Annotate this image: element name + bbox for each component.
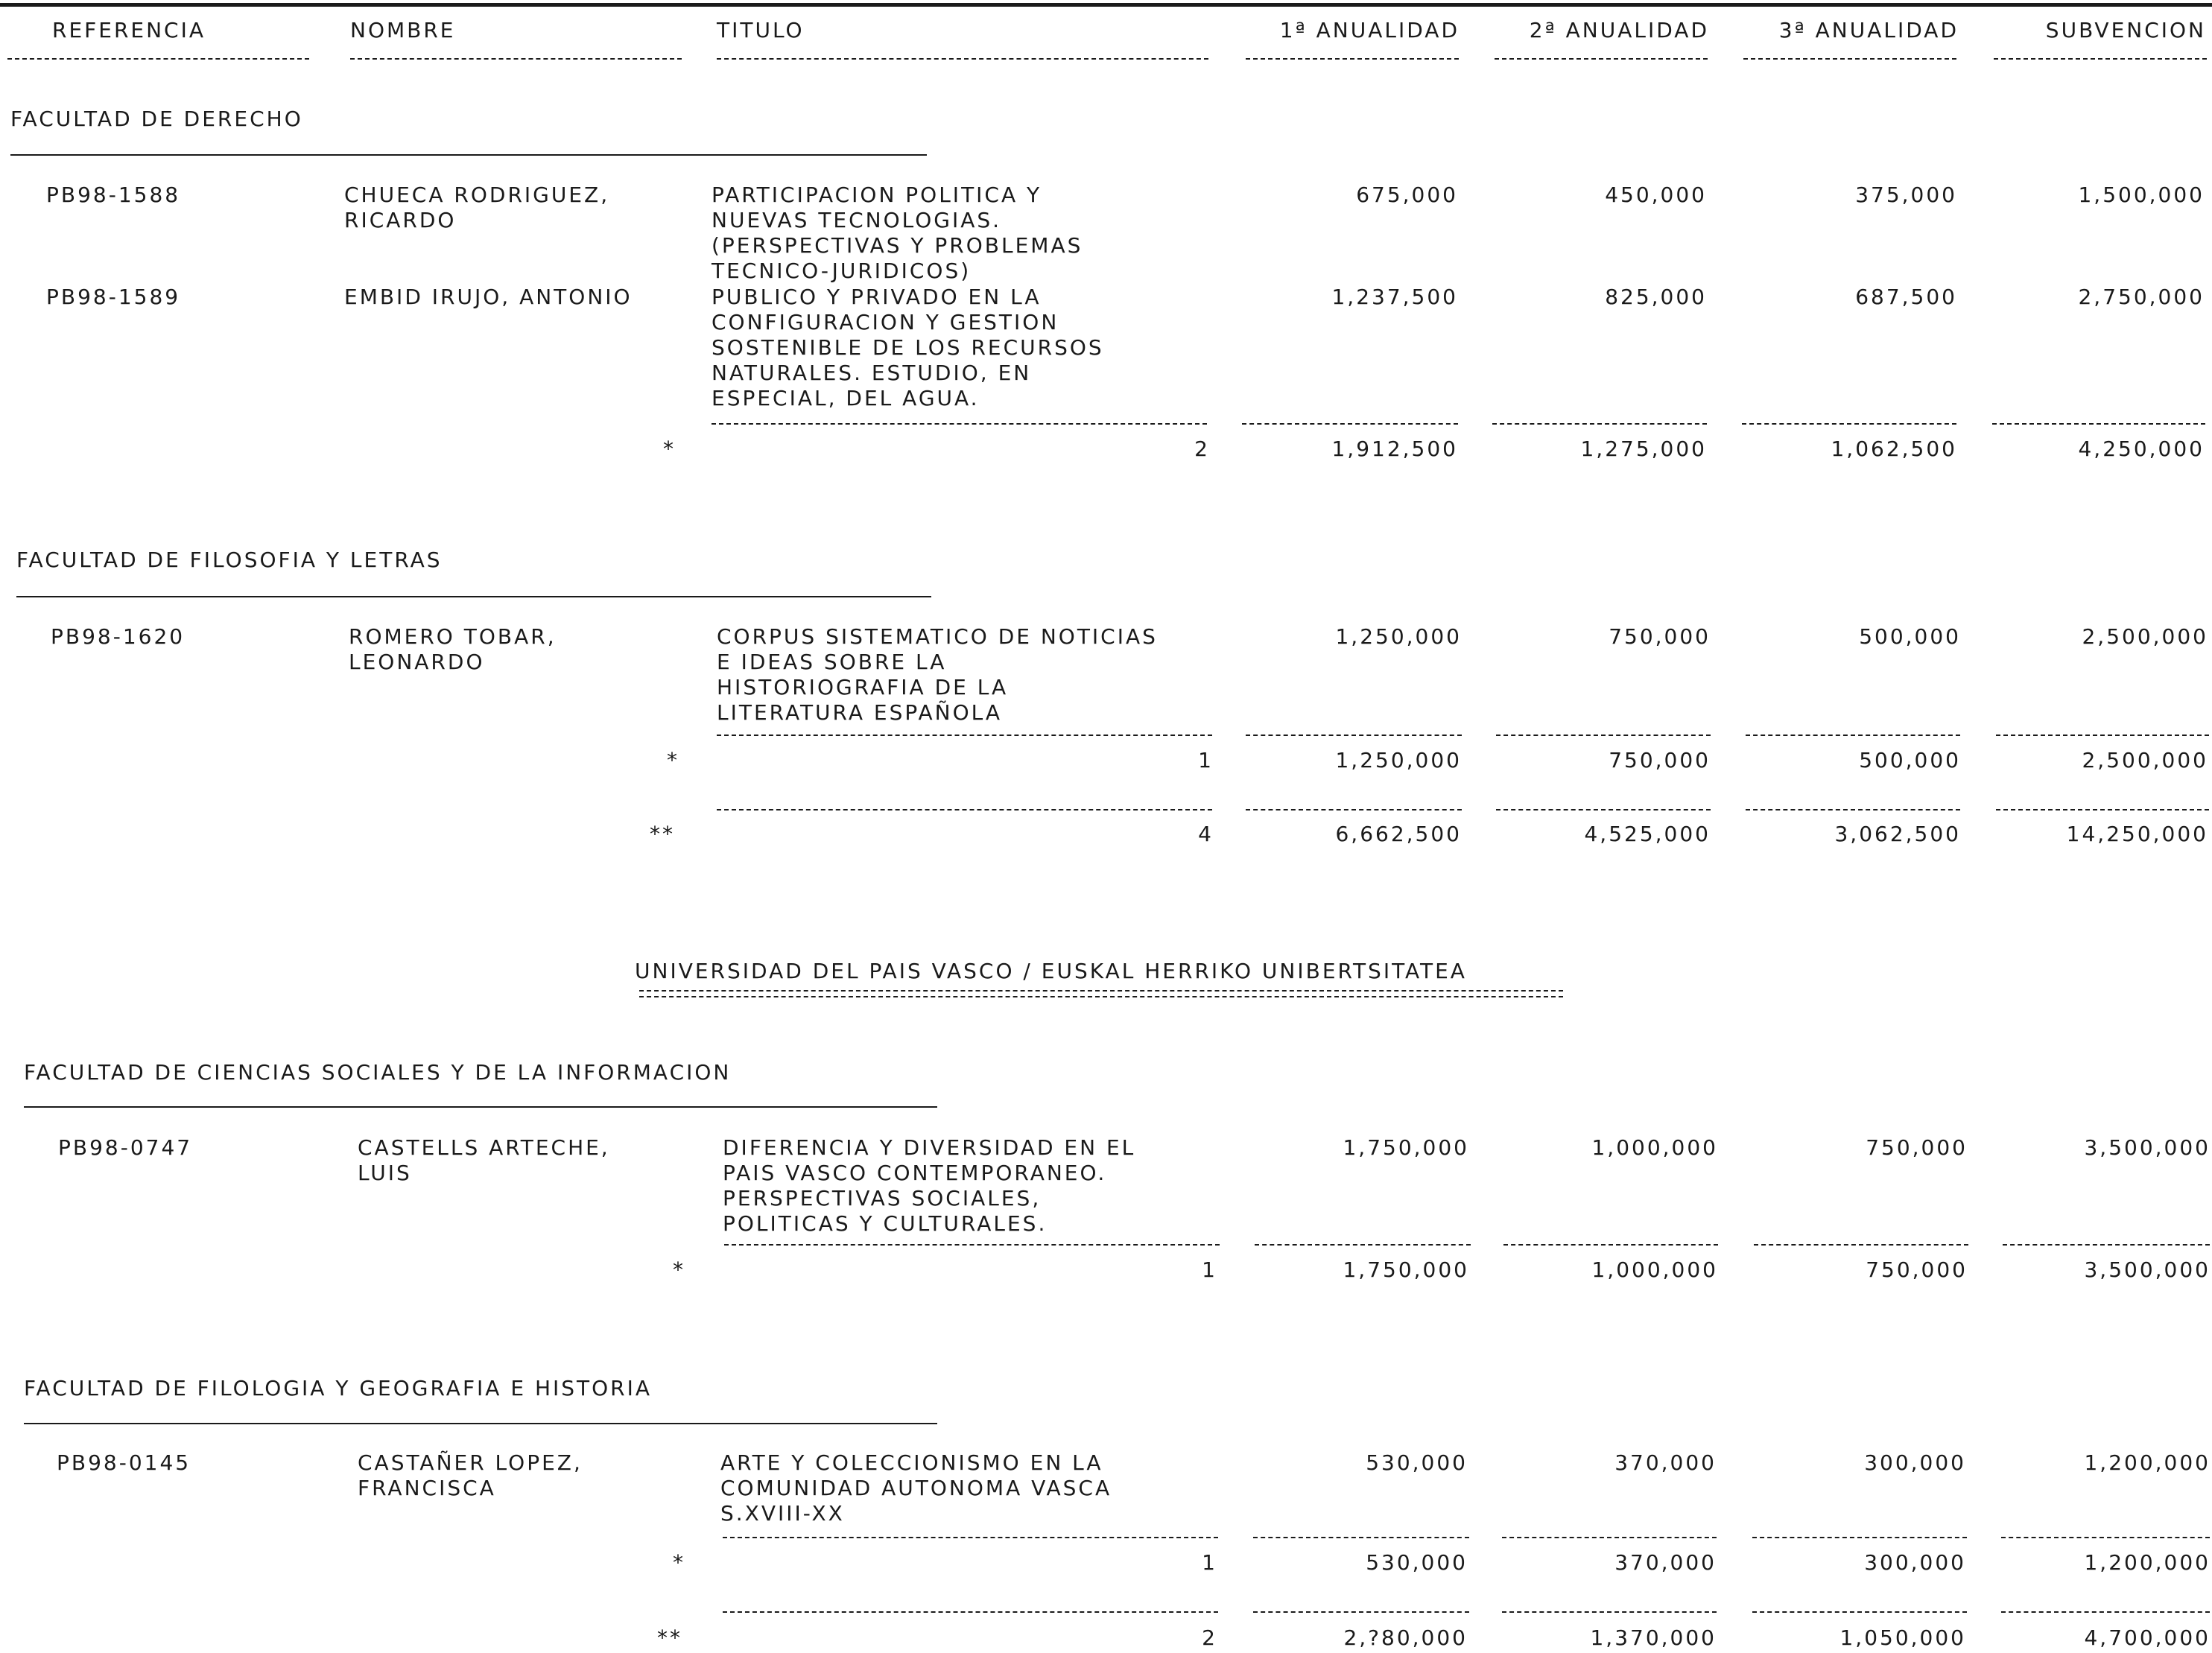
subtotal-subvencion: 2,500,000: [2082, 748, 2208, 772]
total-subvencion: 14,250,000: [2066, 822, 2208, 846]
subtotal-rule: [1746, 735, 1960, 736]
subtotal-rule: [723, 1537, 1218, 1538]
amount-anualidad2: 370,000: [1614, 1450, 1717, 1475]
subtotal-subvencion: 4,250,000: [2078, 437, 2205, 461]
amount-subvencion: 1,500,000: [2078, 183, 2205, 207]
subtotal-rule: [2003, 1244, 2210, 1246]
total-marker: **: [657, 1625, 682, 1650]
col-header-subvencion: SUBVENCION: [2045, 18, 2206, 42]
subtotal-rule: [712, 423, 1207, 425]
subtotal-rule: [1742, 423, 1956, 425]
amount-anualidad1: 1,750,000: [1343, 1135, 1469, 1160]
subtotal-rule: [1492, 423, 1707, 425]
total-anualidad1: 2,?80,000: [1343, 1625, 1468, 1650]
total-anualidad3: 1,050,000: [1839, 1625, 1966, 1650]
total-count: 2: [1202, 1625, 1217, 1650]
subtotal-anualidad3: 1,062,500: [1831, 437, 1957, 461]
project-title: CORPUS SISTEMATICO DE NOTICIAS E IDEAS SOBRE LA HISTORIOGRAFIA DE LA LITERATURA ESPAÑOLA: [717, 624, 1158, 725]
subtotal-subvencion: 3,500,000: [2084, 1257, 2211, 1282]
subtotal-anualidad3: 300,000: [1864, 1550, 1966, 1575]
project-title: ARTE Y COLECCIONISMO EN LA COMUNIDAD AUTONOMA VASCA S.XVIII-XX: [720, 1450, 1112, 1526]
subtotal-anualidad2: 750,000: [1609, 748, 1711, 772]
subtotal-rule: [1503, 1244, 1718, 1246]
faculty-heading: FACULTAD DE FILOSOFIA Y LETRAS: [16, 548, 443, 572]
subtotal-marker: *: [673, 1550, 685, 1575]
header-underline: [717, 58, 1208, 60]
subtotal-rule: [1496, 735, 1711, 736]
total-rule: [1746, 809, 1960, 810]
project-title: DIFERENCIA Y DIVERSIDAD EN EL PAIS VASCO CONTEMPORANEO. PERSPECTIVAS SOCIALES, POLITICAS Y CULTURALES.: [723, 1135, 1136, 1236]
subtotal-count: 1: [1198, 748, 1214, 772]
total-rule: [1752, 1611, 1967, 1613]
amount-anualidad2: 825,000: [1605, 285, 1707, 309]
subtotal-anualidad1: 1,250,000: [1335, 748, 1462, 772]
total-count: 4: [1198, 822, 1214, 846]
project-reference: PB98-1620: [51, 624, 186, 649]
project-investigator: CASTELLS ARTECHE, LUIS: [358, 1135, 610, 1185]
amount-anualidad3: 300,000: [1864, 1450, 1966, 1475]
total-rule: [2001, 1611, 2210, 1613]
subtotal-anualidad2: 1,275,000: [1580, 437, 1707, 461]
total-rule: [1246, 809, 1462, 810]
subtotal-count: 1: [1202, 1257, 1217, 1282]
faculty-heading: FACULTAD DE FILOLOGIA Y GEOGRAFIA E HISTORIA: [24, 1376, 653, 1400]
subtotal-anualidad3: 750,000: [1866, 1257, 1968, 1282]
faculty-rule: [24, 1423, 937, 1424]
project-investigator: EMBID IRUJO, ANTONIO: [344, 285, 633, 309]
subtotal-anualidad2: 1,000,000: [1591, 1257, 1718, 1282]
project-reference: PB98-0747: [58, 1135, 193, 1160]
amount-anualidad2: 1,000,000: [1591, 1135, 1718, 1160]
subtotal-rule: [1754, 1244, 1968, 1246]
subtotal-anualidad1: 530,000: [1366, 1550, 1468, 1575]
header-underline: [1994, 58, 2207, 60]
project-investigator: CHUECA RODRIGUEZ, RICARDO: [344, 183, 610, 232]
project-title: PARTICIPACION POLITICA Y NUEVAS TECNOLOGIAS. (PERSPECTIVAS Y PROBLEMAS TECNICO-JURIDICOS): [712, 183, 1083, 283]
subtotal-rule: [1992, 423, 2205, 425]
top-rule: [0, 3, 2212, 7]
col-header-nombre: NOMBRE: [350, 18, 456, 42]
subtotal-rule: [717, 735, 1212, 736]
project-reference: PB98-1588: [46, 183, 181, 207]
subtotal-marker: *: [673, 1257, 685, 1282]
total-rule: [717, 809, 1212, 810]
subtotal-rule: [1253, 1537, 1469, 1538]
university-heading: UNIVERSIDAD DEL PAIS VASCO / EUSKAL HERRIKO UNIBERTSITATEA: [635, 959, 1467, 983]
amount-subvencion: 2,750,000: [2078, 285, 2205, 309]
total-rule: [1996, 809, 2209, 810]
project-title: PUBLICO Y PRIVADO EN LA CONFIGURACION Y GESTION SOSTENIBLE DE LOS RECURSOS NATURALES. ESTUDIO, EN ESPECIAL, DEL AGUA.: [712, 285, 1104, 410]
project-investigator: ROMERO TOBAR, LEONARDO: [349, 624, 557, 674]
amount-subvencion: 2,500,000: [2082, 624, 2208, 649]
total-anualidad1: 6,662,500: [1335, 822, 1462, 846]
total-rule: [723, 1611, 1218, 1613]
subtotal-count: 2: [1194, 437, 1210, 461]
subtotal-anualidad1: 1,750,000: [1343, 1257, 1469, 1282]
col-header-anualidad3: 3ª ANUALIDAD: [1778, 18, 1959, 42]
header-underline: [7, 58, 309, 60]
col-header-referencia: REFERENCIA: [52, 18, 206, 42]
amount-anualidad3: 687,500: [1855, 285, 1957, 309]
total-rule: [1253, 1611, 1469, 1613]
header-underline: [1495, 58, 1708, 60]
col-header-anualidad2: 2ª ANUALIDAD: [1529, 18, 1709, 42]
faculty-heading: FACULTAD DE CIENCIAS SOCIALES Y DE LA INFORMACION: [24, 1060, 732, 1085]
subtotal-count: 1: [1202, 1550, 1217, 1575]
amount-subvencion: 1,200,000: [2084, 1450, 2211, 1475]
total-anualidad2: 4,525,000: [1584, 822, 1711, 846]
amount-anualidad3: 375,000: [1855, 183, 1957, 207]
amount-anualidad1: 530,000: [1366, 1450, 1468, 1475]
subtotal-anualidad3: 500,000: [1859, 748, 1961, 772]
subtotal-rule: [1752, 1537, 1967, 1538]
amount-anualidad1: 675,000: [1356, 183, 1458, 207]
amount-anualidad2: 450,000: [1605, 183, 1707, 207]
subtotal-subvencion: 1,200,000: [2084, 1550, 2211, 1575]
faculty-rule: [10, 154, 927, 156]
total-rule: [1502, 1611, 1717, 1613]
amount-anualidad2: 750,000: [1609, 624, 1711, 649]
total-marker: **: [650, 822, 675, 846]
subtotal-rule: [1255, 1244, 1471, 1246]
faculty-rule: [24, 1106, 937, 1108]
project-investigator: CASTAÑER LOPEZ, FRANCISCA: [358, 1450, 583, 1500]
university-double-rule: [639, 990, 1563, 997]
col-header-titulo: TITULO: [717, 18, 805, 42]
subtotal-rule: [2001, 1537, 2210, 1538]
total-rule: [1496, 809, 1711, 810]
amount-anualidad1: 1,237,500: [1331, 285, 1458, 309]
amount-anualidad1: 1,250,000: [1335, 624, 1462, 649]
faculty-heading: FACULTAD DE DERECHO: [10, 107, 303, 131]
project-reference: PB98-1589: [46, 285, 181, 309]
amount-anualidad3: 750,000: [1866, 1135, 1968, 1160]
header-underline: [350, 58, 682, 60]
subtotal-anualidad1: 1,912,500: [1331, 437, 1458, 461]
subtotal-rule: [724, 1244, 1220, 1246]
faculty-rule: [16, 596, 931, 597]
subtotal-rule: [1502, 1537, 1717, 1538]
subtotal-rule: [1246, 735, 1462, 736]
subtotal-anualidad2: 370,000: [1614, 1550, 1717, 1575]
project-reference: PB98-0145: [57, 1450, 191, 1475]
subtotal-marker: *: [663, 437, 676, 461]
col-header-anualidad1: 1ª ANUALIDAD: [1279, 18, 1460, 42]
amount-anualidad3: 500,000: [1859, 624, 1961, 649]
total-subvencion: 4,700,000: [2084, 1625, 2211, 1650]
subtotal-rule: [1242, 423, 1458, 425]
total-anualidad2: 1,370,000: [1590, 1625, 1717, 1650]
header-underline: [1743, 58, 1956, 60]
subtotal-marker: *: [667, 748, 679, 772]
subtotal-rule: [1996, 735, 2209, 736]
amount-subvencion: 3,500,000: [2084, 1135, 2211, 1160]
header-underline: [1246, 58, 1459, 60]
total-anualidad3: 3,062,500: [1834, 822, 1961, 846]
